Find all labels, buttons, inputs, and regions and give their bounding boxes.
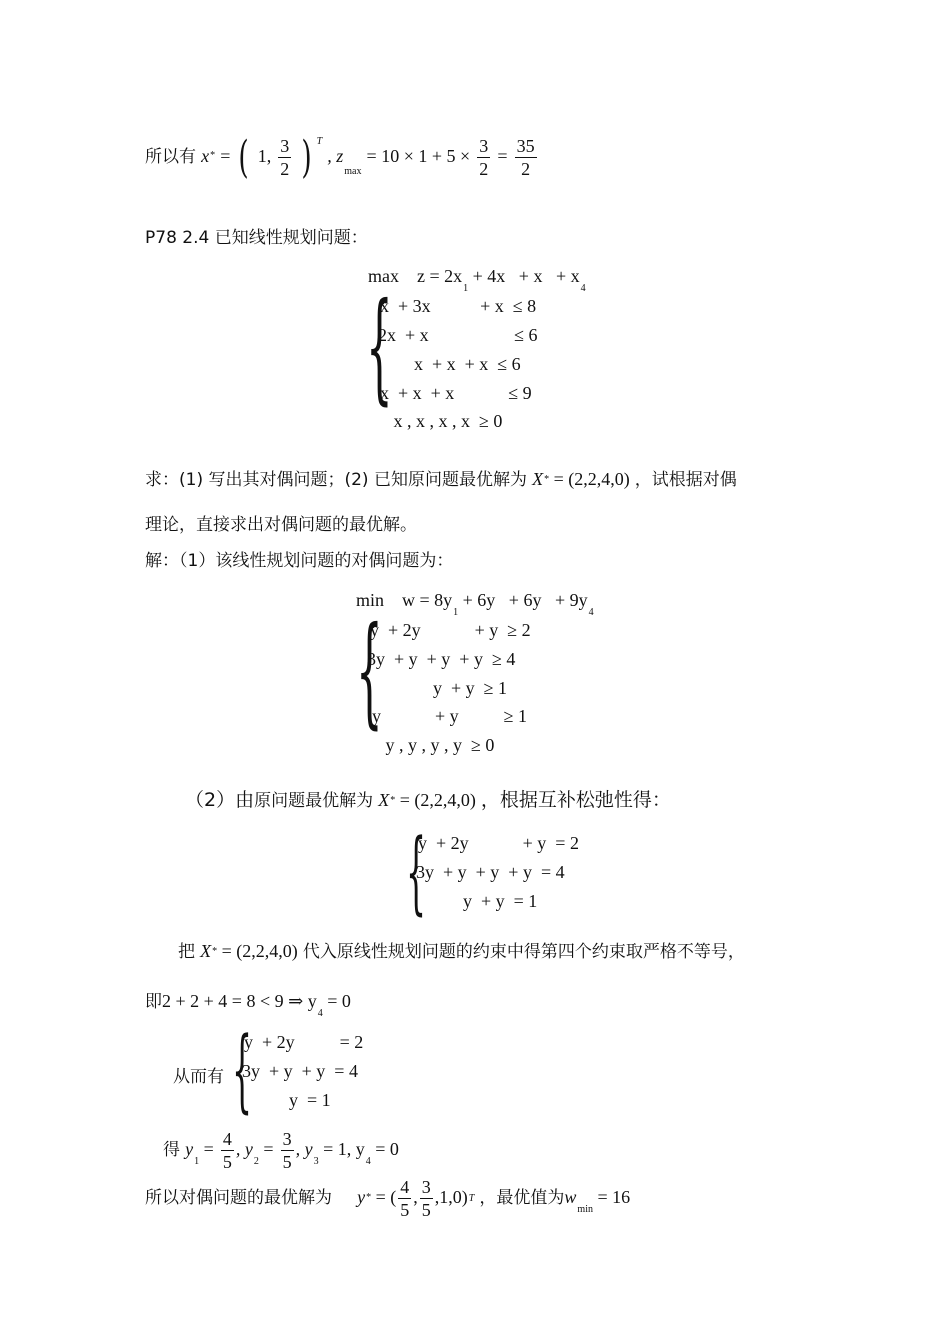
comp-row-3: y + y = 1: [418, 891, 538, 911]
right-paren: ): [301, 131, 313, 183]
primal-row-1: x + 3x + x ≤ 8: [380, 296, 537, 316]
eq2: =: [497, 146, 508, 166]
one: 1,: [257, 146, 272, 166]
primal-row-2: 2x + x ≤ 6: [378, 325, 538, 345]
cong-label: 从而有: [173, 1067, 224, 1087]
var-x: x: [201, 146, 210, 166]
transpose: T: [316, 136, 323, 147]
problem-heading: P78 2.4 已知线性规划问题：: [145, 228, 368, 248]
fraction-3-2: $\frac{3}{2}$: [280, 136, 290, 179]
final-line: 所以对偶问题的最优解为 y* = ( $\frac{4}{5}$ , $\frac{3}{5}$ ,1,0)T ，最优值为$w_{min} = 16$: [145, 1177, 631, 1220]
eq: =: [220, 146, 231, 166]
fraction-35-2: $\frac{35}{2}$: [516, 136, 535, 179]
dual-row-1: y + 2y + y ≥ 2: [370, 620, 531, 640]
primal-objective: max $z = 2x_1 + 4x + x + x_4$: [368, 266, 586, 294]
primal-brace: {: [366, 278, 393, 417]
comp-row-2: 3y + y + y + y = 4: [416, 862, 565, 882]
comp-row-1: y + 2y + y = 2: [418, 833, 579, 853]
zsub: max: [344, 166, 362, 177]
cong-row-1: y + 2y = 2: [244, 1032, 364, 1052]
dual-row-5: y , y , y , y ≥ 0: [372, 735, 495, 755]
primal-row-3: x + x + x ≤ 6: [378, 354, 521, 374]
question-line-1: 求：(1) 写出其对偶问题；(2) 已知原问题最优解为 X* = (2,2,4,0) ，试根据对偶: [145, 469, 737, 490]
line-x-star: [145, 131, 539, 183]
dual-row-3: y + y ≥ 1: [370, 678, 508, 698]
fraction-3-2b: $\frac{3}{2}$: [479, 136, 489, 179]
dual-row-2: 3y + y + y + y ≥ 4: [367, 649, 516, 669]
solution-heading: 解：（1）该线性规划问题的对偶问题为：: [145, 551, 454, 571]
cong-brace: {: [232, 1018, 253, 1123]
ji-line: 即2 + 2 + 4 = 8 < 9 ⇒ $y_4 = 0$: [145, 991, 351, 1019]
dual-brace: {: [356, 602, 383, 741]
primal-row-4: x + x + x ≤ 9: [380, 383, 532, 403]
part2-line: （2）由原问题最优解为 X* = (2,2,4,0) ，根据互补松弛性得：: [185, 789, 671, 811]
left-paren: (: [238, 131, 250, 183]
de-line: 得 $y_1$ = $\frac{4}{5}$ , $y_2$ = $\frac{3}{5}$ , $y_3 = 1$, $y_4 = 0$: [163, 1129, 399, 1172]
star: *: [210, 150, 216, 161]
cong-row-2: 3y + y + y = 4: [242, 1061, 358, 1081]
dual-objective: min $w = 8y_1 + 6y + 6y + 9y_4$: [356, 590, 594, 618]
expr1: = 10 × 1 + 5 ×: [366, 146, 471, 166]
question-line-2: 理论，直接求出对偶问题的最优解。: [145, 515, 417, 535]
comp-brace: {: [406, 820, 427, 925]
dual-row-4: y + y ≥ 1: [372, 706, 528, 726]
primal-row-5: x , x , x , x ≥ 0: [380, 411, 503, 431]
cong-row-3: y = 1: [244, 1090, 331, 1110]
z: , z: [327, 146, 344, 166]
substitute-line: 把 X* = (2,2,4,0) 代入原线性规划问题的约束中得第四个约束取严格不等号，: [178, 941, 745, 962]
text-prefix: 所以有: [145, 147, 196, 167]
